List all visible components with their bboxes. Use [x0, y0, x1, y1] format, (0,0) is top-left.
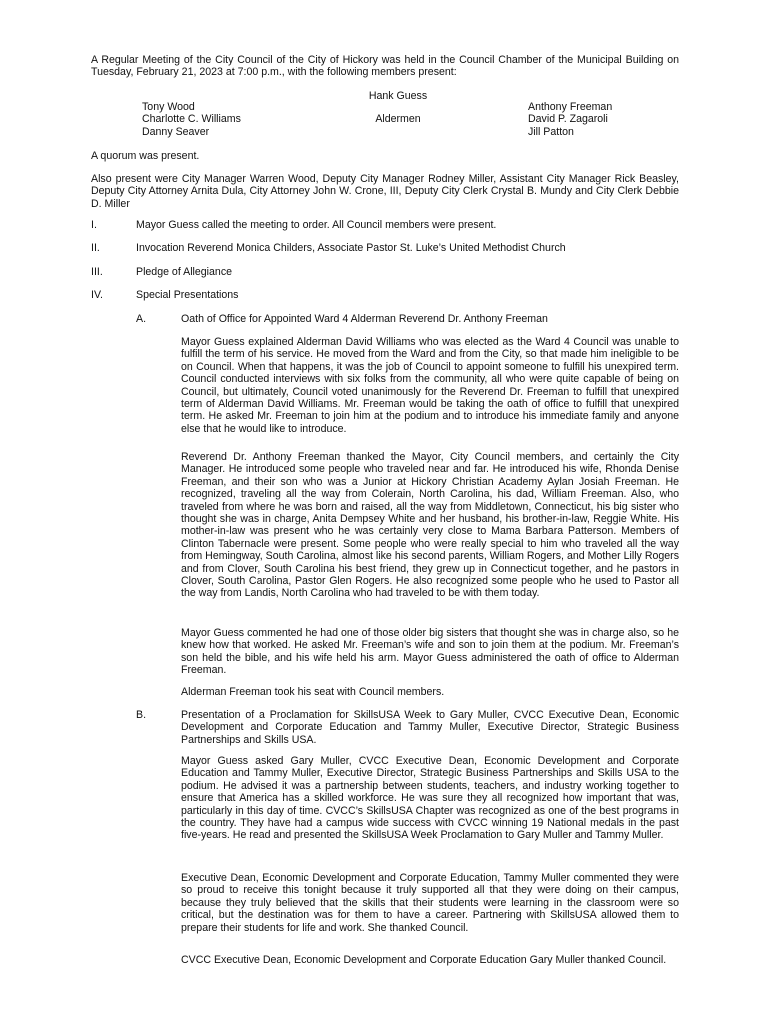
agenda-item-number: IV. — [91, 289, 103, 301]
agenda-item-text: Pledge of Allegiance — [136, 266, 233, 278]
section-a-paragraph: Alderman Freeman took his seat with Council members. — [181, 686, 445, 698]
section-number: A. — [136, 313, 147, 325]
section-title: Oath of Office for Appointed Ward 4 Alderman Reverend Dr. Anthony Freeman — [181, 313, 548, 325]
section-b-paragraph: CVCC Executive Dean, Economic Development and Corporate Education Gary Muller thanked Council. — [181, 954, 667, 966]
section-a-paragraph: Mayor Guess commented he had one of those older big sisters that thought she was in charge also, so he knew how that worked. He asked Mr. Freeman’s wife and son to join them at the podium. Mr. Freeman’s son held the bible, and his wife held his arm. Mayor Guess administered the oath of office to Alderman Freeman. — [181, 627, 679, 677]
member-name: Danny Seaver — [142, 125, 210, 138]
agenda-item-number: I. — [91, 219, 97, 231]
member-name: Charlotte C. Williams — [142, 113, 241, 126]
also-present-statement: Also present were City Manager Warren Wood, Deputy City Manager Rodney Miller, Assistant City Manager Rick Beasley, Deputy City Attorney Arnita Dula, City Attorney John W. Crone, III, Deputy City Clerk Crystal B. Mundy and City Clerk Debbie D. Miller — [91, 173, 679, 210]
members-left-column — [142, 101, 241, 138]
member-name: Jill Patton — [528, 125, 574, 138]
meeting-intro: A Regular Meeting of the City Council of the City of Hickory was held in the Council Chamber of the Municipal Building on Tuesday, February 21, 2023 at 7:00 p.m., with the following members present: — [91, 54, 679, 79]
agenda-item-text: Special Presentations — [136, 289, 239, 301]
section-a-paragraph: Mayor Guess explained Alderman David Williams who was elected as the Ward 4 Council was unable to fulfill the term of his service. He moved from the Ward and from the City, so that made him ineligible to be on Council. When that happens, it was the job of Council to appoint someone to fulfill his unexpired term. Council conducted interviews with six folks from the community, all who were quite capable of being on Council, but ultimately, Council voted unanimously for the Reverend Dr. Freeman to fulfill that unexpired term of Alderman David Williams. Mr. Freeman would be taking the oath of office to fulfill that unexpired term. He asked Mr. Freeman to join him at the podium and to introduce his immediate family and anyone else that he would like to introduce. — [181, 336, 679, 435]
agenda-item-number: III. — [91, 266, 103, 278]
member-name: Tony Wood — [142, 101, 195, 113]
section-b-paragraph: Mayor Guess asked Gary Muller, CVCC Executive Dean, Economic Development and Corporate Education and Tammy Muller, Executive Director, Strategic Business Partnerships and Skills USA to the podium. He advised it was a partnership between students, teachers, and industry working together to ensure that America has a skilled workforce. He was sure they all recognized how important that was, particularly in this day of time. CVCC’s SkillsUSA Chapter was recognized as one of the best programs in the country. They have had a campus wide success with CVCC winning 19 National medals in the past five-years. He read and presented the SkillsUSA Week Proclamation to Gary Muller and Tammy Muller. — [181, 755, 679, 842]
section-b-paragraph: Executive Dean, Economic Development and Corporate Education, Tammy Muller commented they were so proud to receive this tonight because it truly supported all that they were doing on their campus, because they truly believed that the skills that their students were learning in the classroom were so critical, but the destination was for them to have a career. Partnering with SkillsUSA allowed them to prepare their students for life and work. She thanked Council. — [181, 872, 679, 934]
member-name: Anthony Freeman — [528, 101, 613, 113]
members-right-column — [528, 101, 612, 138]
member-name: David P. Zagaroli — [528, 113, 608, 126]
section-title: Presentation of a Proclamation for SkillsUSA Week to Gary Muller, CVCC Executive Dean, Economic Development and Corporate Education and Tammy Muller, Executive Director, Strategic Business Partnerships and Skills USA. — [181, 709, 679, 746]
section-a-paragraph: Reverend Dr. Anthony Freeman thanked the Mayor, City Council members, and certainly the City Manager. He introduced some people who traveled near and far. He introduced his wife, Rhonda Denise Freeman, and their son who was a Junior at Hickory Christian Academy Aylan Josiah Freeman. He recognized, traveling all the way from Colerain, North Carolina, his dad, William Freeman. Also, who traveled from where he was born and raised, all the way from Middletown, Connecticut, his big sister who thought she was in charge, Anita Dempsey White and her husband, his brother-in-law, Reggie White. His mother-in-law was present who he was certainly very close to Mama Barbara Patterson. Members of Clinton Tabernacle were present. Some people who were really special to him who traveled all the way from Hemingway, South Carolina, almost like his second parents, William Rogers, and Mother Lilly Rogers and from Clover, South Carolina his best friend, they grew up in Connecticut together, and he pastors in Clover, South Carolina, Pastor Glen Rogers. He also recognized some people who he used to Pastor all the way from Landis, North Carolina who had traveled to be with them today. — [181, 451, 679, 600]
mayor-name: Hank Guess — [368, 90, 428, 102]
quorum-statement: A quorum was present. — [91, 150, 200, 162]
section-number: B. — [136, 709, 147, 721]
aldermen-label: Aldermen — [375, 113, 421, 125]
agenda-item-text: Invocation Reverend Monica Childers, Associate Pastor St. Luke’s United Methodist Church — [136, 242, 566, 254]
agenda-item-text: Mayor Guess called the meeting to order. All Council members were present. — [136, 219, 497, 231]
agenda-item-number: II. — [91, 242, 100, 254]
